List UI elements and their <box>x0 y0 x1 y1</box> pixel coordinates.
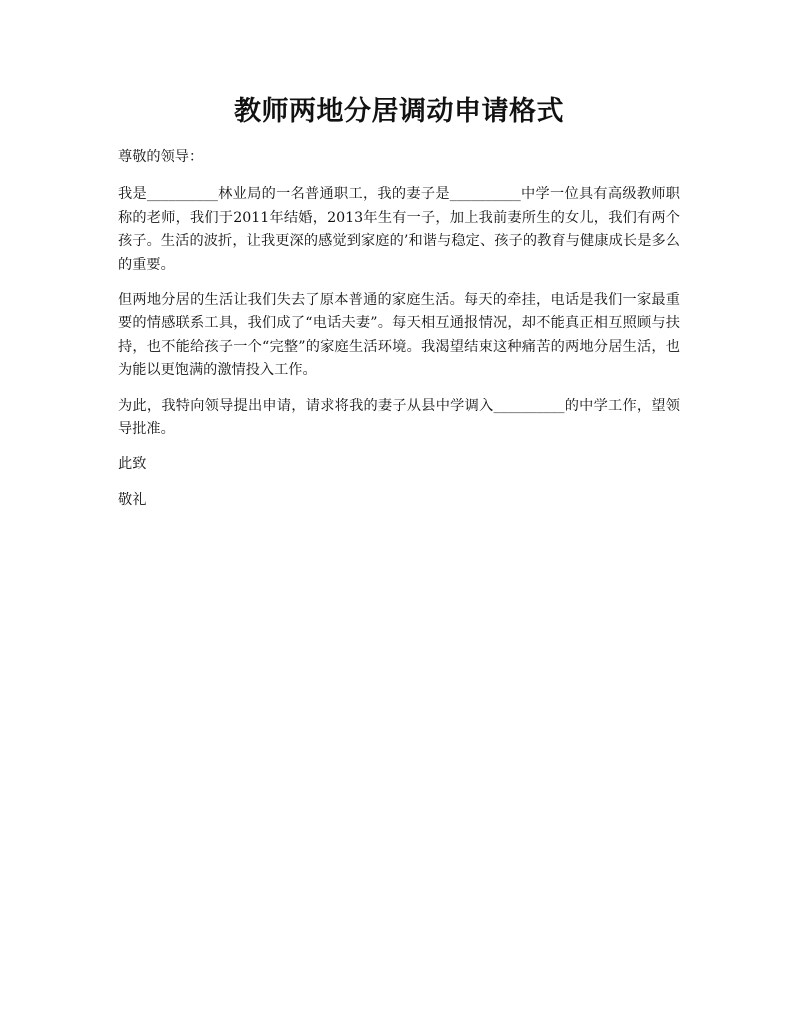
salutation: 尊敬的领导： <box>118 149 204 165</box>
closing-line-1: 此致 <box>118 456 147 473</box>
closing-line-2: 敬礼 <box>118 491 147 508</box>
body-paragraph-3: 为此，我特向领导提出申请，请求将我的妻子从县中学调入__________的中学工作，望领导批准。 <box>118 397 680 438</box>
document-title: 教师两地分居调动申请格式 <box>234 96 564 127</box>
body-paragraph-1: 我是__________林业局的一名普通职工，我的妻子是__________中学一位具有高级教师职称的老师，我们于2011年结婚，2013年生有一子，加上我前妻所生的女儿，我们有两个孩子。生活的波折，让我更深的感觉到家庭的’和谐与稳定、孩子的教育与健康成长是多么的重要。 <box>118 186 680 273</box>
document-page <box>118 92 680 524</box>
body-paragraph-2: 但两地分居的生活让我们失去了原本普通的家庭生活。每天的牵挂，电话是我们一家最重要的情感联系工具，我们成了“电话夫妻”。每天相互通报情况，却不能真正相互照顾与扶持，也不能给孩子一个“完整”的家庭生活环境。我渴望结束这种痛苦的两地分居生活，也为能以更饱满的激情投入工作。 <box>118 292 680 379</box>
